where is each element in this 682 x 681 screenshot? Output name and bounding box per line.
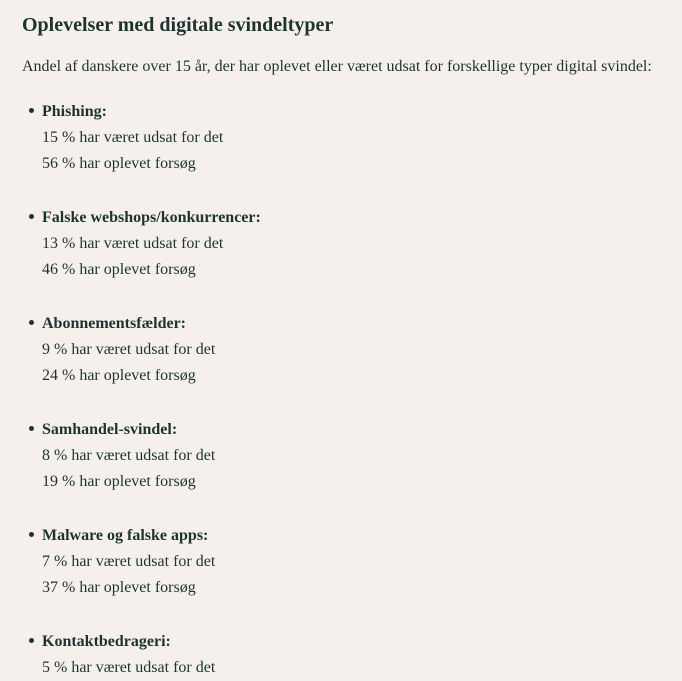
list-item-phishing	[22, 99, 660, 177]
exposed-stat: 5 % har været udsat for det	[42, 659, 216, 676]
type-name: Phishing:	[42, 103, 107, 120]
fraud-type-list	[22, 99, 660, 681]
attempted-stat: 24 % har oplevet forsøg	[42, 367, 196, 384]
type-name: Falske webshops/konkurrencer:	[42, 209, 261, 226]
exposed-stat: 13 % har været udsat for det	[42, 235, 224, 252]
intro-text: Andel af danskere over 15 år, der har oplevet eller været udsat for forskellige typer digital svindel:	[22, 58, 652, 75]
attempted-stat: 56 % har oplevet forsøg	[42, 155, 196, 172]
list-item-trade-fraud	[22, 417, 660, 495]
list-item-malware	[22, 523, 660, 601]
list-item-fake-webshops	[22, 205, 660, 283]
type-name: Kontaktbedrageri:	[42, 633, 171, 650]
exposed-stat: 7 % har været udsat for det	[42, 553, 216, 570]
exposed-stat: 9 % har været udsat for det	[42, 341, 216, 358]
list-item-contact-fraud	[22, 629, 660, 681]
exposed-stat: 8 % har været udsat for det	[42, 447, 216, 464]
attempted-stat: 19 % har oplevet forsøg	[42, 473, 196, 490]
list-item-subscription-traps	[22, 311, 660, 389]
page-title: Oplevelser med digitale svindeltyper	[22, 14, 334, 36]
type-name: Samhandel-svindel:	[42, 421, 178, 438]
type-name: Abonnementsfælder:	[42, 315, 186, 332]
type-name: Malware og falske apps:	[42, 527, 209, 544]
attempted-stat: 37 % har oplevet forsøg	[42, 579, 196, 596]
exposed-stat: 15 % har været udsat for det	[42, 129, 224, 146]
attempted-stat: 46 % har oplevet forsøg	[42, 261, 196, 278]
